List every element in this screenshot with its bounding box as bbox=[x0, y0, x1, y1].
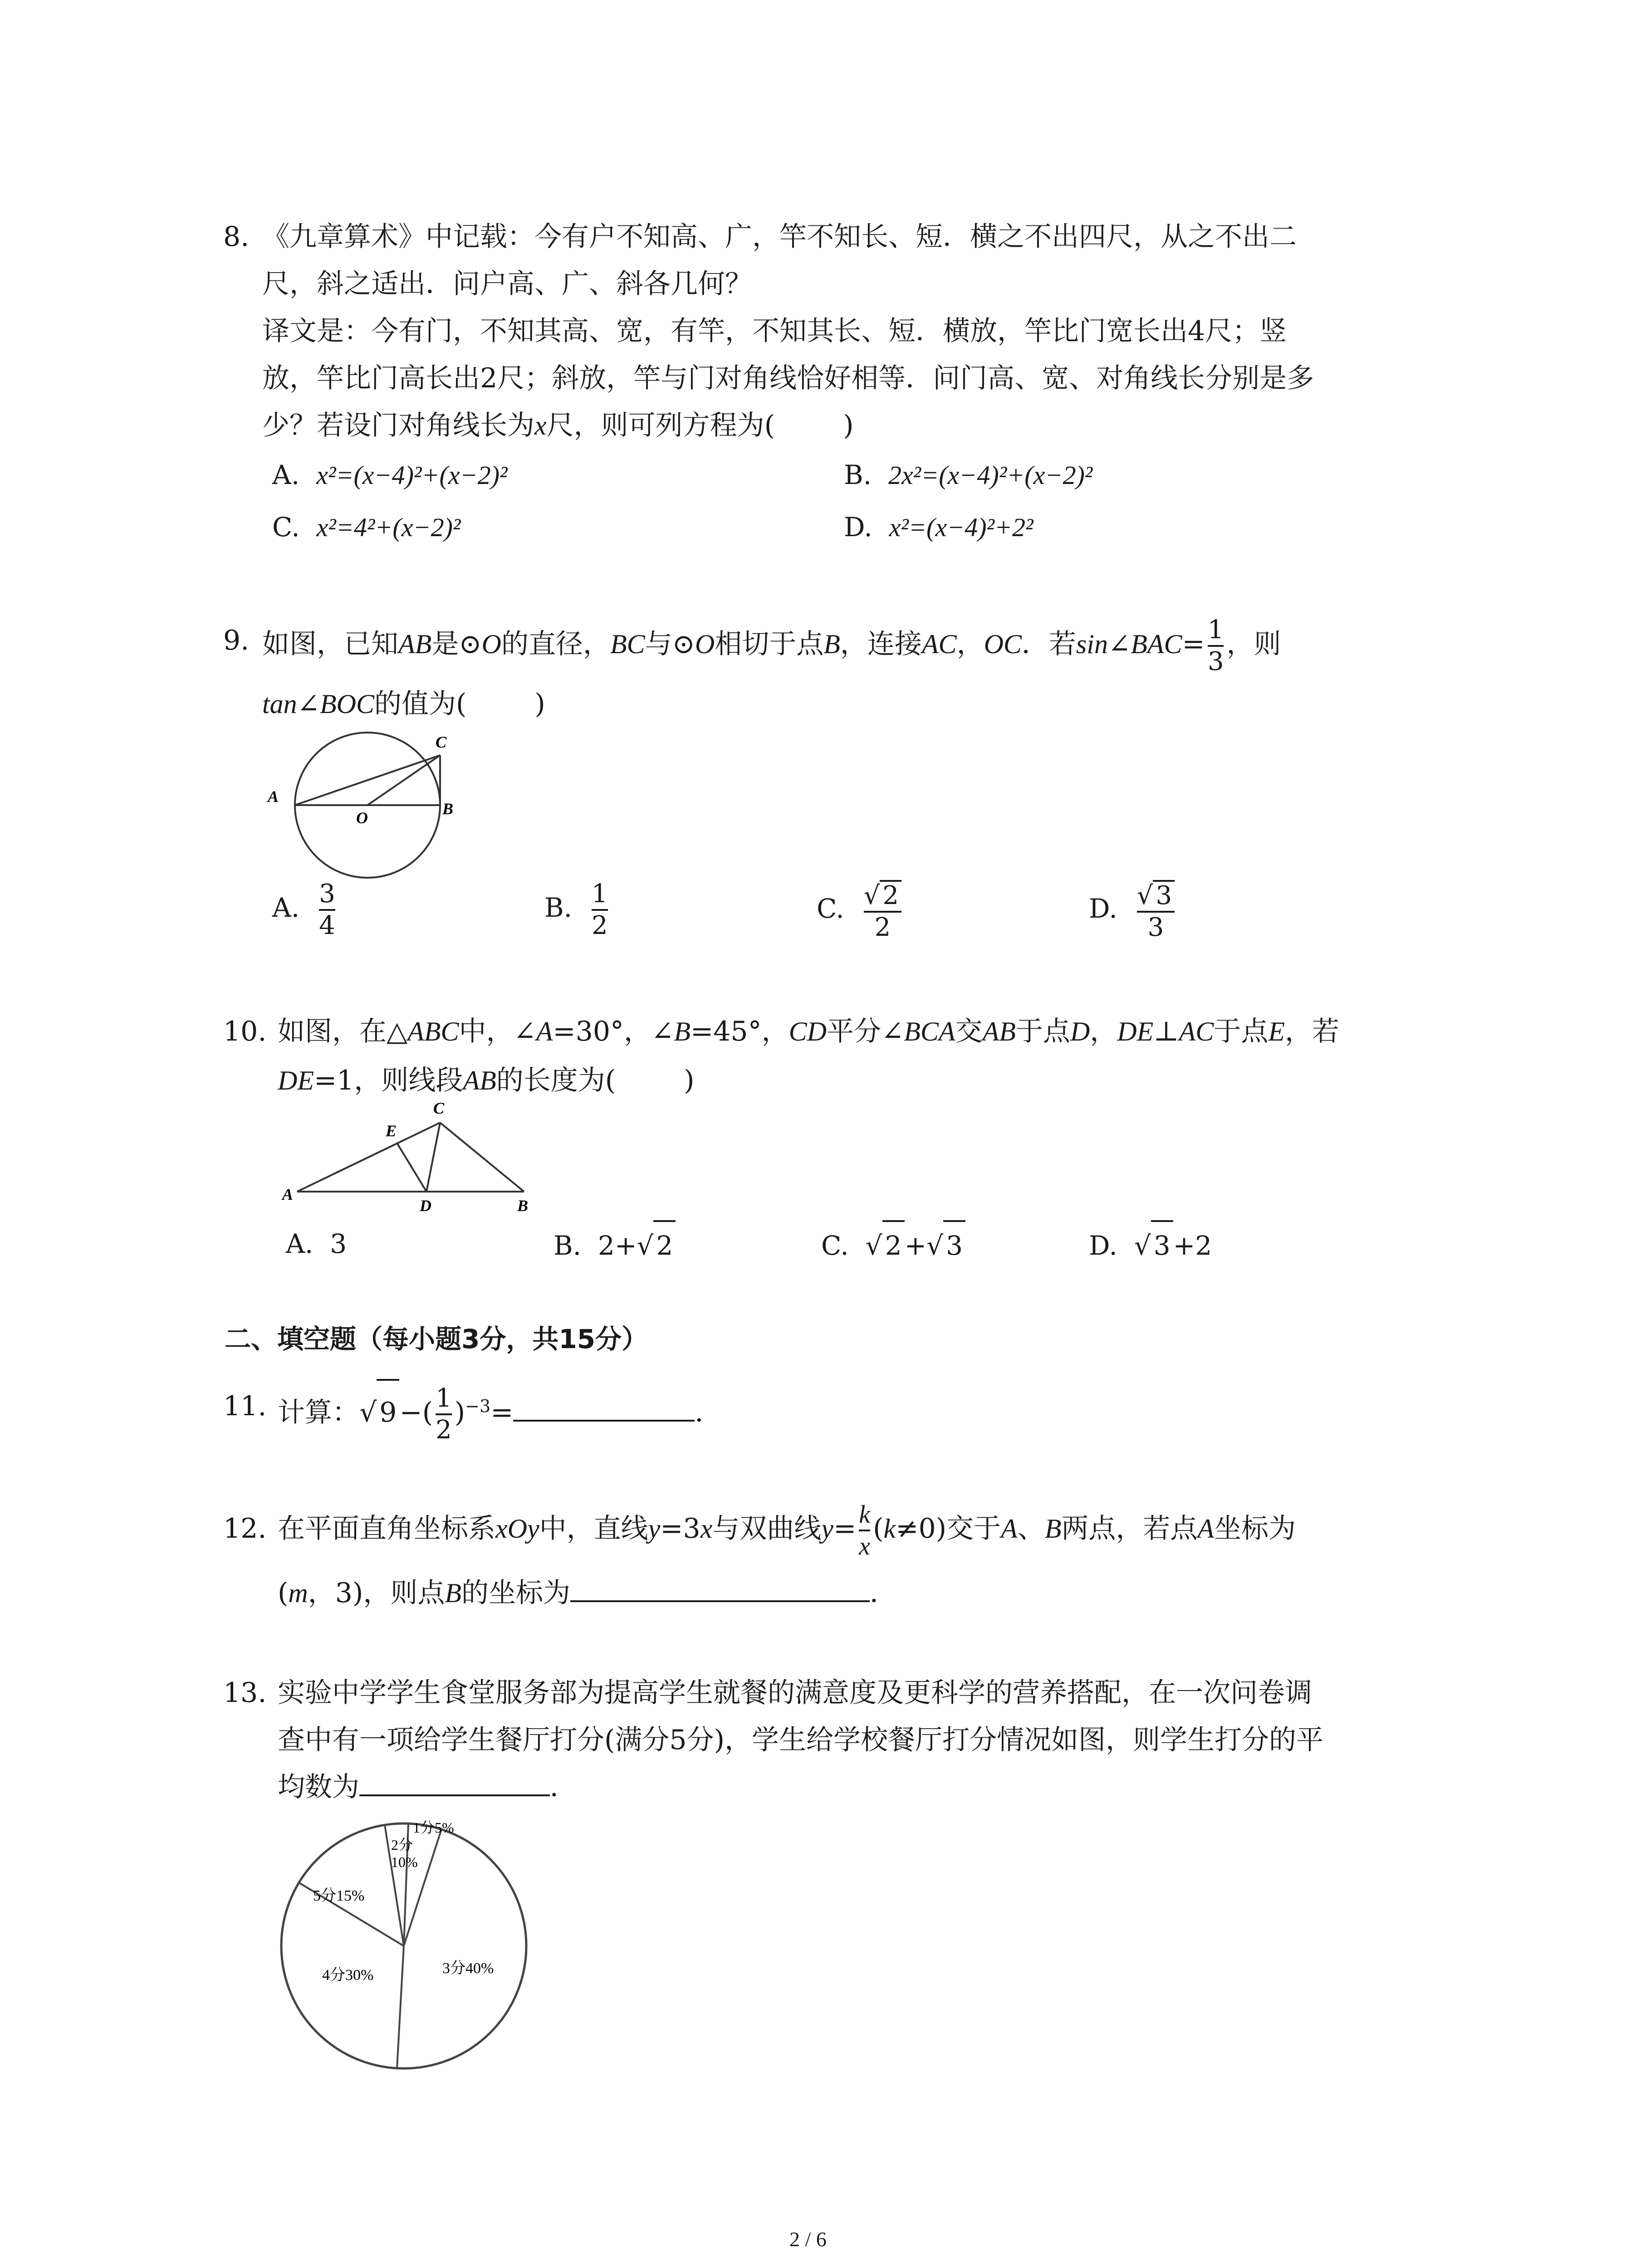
q10-triangle-figure bbox=[272, 1098, 544, 1216]
q10-label-a: A bbox=[282, 1185, 294, 1203]
q9-label-a: A bbox=[268, 787, 279, 806]
q9-label-c: C bbox=[436, 733, 447, 751]
q13-line-2: 查中有一项给学生餐厅打分(满分5分)，学生给学校餐厅打分情况如图，则学生打分的平 bbox=[278, 1724, 1323, 1756]
pie-label-4: 4分30% bbox=[322, 1967, 374, 1984]
q13-line-1: 实验中学学生食堂服务部为提高学生就餐的满意度及更科学的营养搭配，在一次问卷调 bbox=[278, 1677, 1312, 1709]
section-2-title: 二、填空题（每小题3分，共15分） bbox=[225, 1324, 648, 1354]
q9-option-b[interactable]: B. $\frac{1}{2}$ bbox=[544, 879, 608, 940]
q10-label-c: C bbox=[433, 1099, 445, 1117]
q10-number: 10. bbox=[223, 1016, 267, 1047]
q9-number: 9. bbox=[223, 625, 250, 656]
q8-line-3: 译文是：今有门，不知其高、宽，有竿，不知其长、短．横放，竿比门宽长出4尺；竖 bbox=[262, 315, 1287, 347]
q11-answer-blank[interactable] bbox=[513, 1395, 695, 1422]
q12-line-2: (m，3)，则点B的坐标为 ． bbox=[278, 1569, 897, 1617]
q8-line-5: 少？若设门对角线长为x尺，则可列方程为( ) bbox=[262, 410, 854, 441]
q13-answer-blank[interactable] bbox=[359, 1770, 550, 1796]
pie-label-2a: 2分 bbox=[391, 1837, 413, 1853]
q12-number: 12. bbox=[223, 1513, 267, 1545]
pie-label-3: 3分40% bbox=[442, 1960, 494, 1977]
q8-line-2: 尺，斜之适出．问户高、广、斜各几何？ bbox=[262, 268, 752, 300]
q10-label-b: B bbox=[517, 1197, 529, 1215]
q9-label-o: O bbox=[356, 809, 368, 827]
pie-label-5: 5分15% bbox=[313, 1887, 365, 1904]
q12-line-1: 在平面直角坐标系xOy中，直线y=3x与双曲线y= $\frac{k}{x}$ (k≠0)交于A、B两点，若点A坐标为 bbox=[278, 1501, 1296, 1561]
q10-line-2: DE=1，则线段AB的长度为( ) bbox=[278, 1065, 695, 1096]
q9-option-d[interactable]: D. $\frac{√ 3}{3}$ bbox=[1089, 880, 1177, 942]
q8-line-4: 放，竿比门高长出2尺；斜放，竿与门对角线恰好相等．问门高、宽、对角线长分别是多 bbox=[262, 362, 1314, 394]
q10-option-a[interactable]: A. 3 bbox=[286, 1228, 347, 1259]
q13-number: 13. bbox=[223, 1677, 267, 1709]
q10-label-e: E bbox=[386, 1122, 397, 1140]
q10-label-d: D bbox=[420, 1197, 431, 1215]
page-number: 2 / 6 bbox=[789, 2228, 827, 2251]
q11-line: 计算：√ 9 −( $\frac{1}{2}$ )$^{-3}$= ． bbox=[278, 1374, 722, 1444]
q9-line-2: tan∠BOC的值为( ) bbox=[262, 688, 545, 720]
q9-line-1: 如图，已知AB是⊙O的直径，BC与⊙O相切于点B，连接AC，OC．若sin∠BAC= $\frac{1}{3}$ ，则 bbox=[262, 615, 1281, 677]
q12-answer-blank[interactable] bbox=[570, 1576, 870, 1602]
q10-option-b[interactable]: B. 2+√ 2 bbox=[554, 1220, 676, 1269]
q8-option-d[interactable]: D. x²=(x−4)²+2² bbox=[844, 512, 1034, 543]
q8-option-b[interactable]: B. 2x²=(x−4)²+(x−2)² bbox=[844, 459, 1093, 490]
q8-number: 8. bbox=[223, 221, 250, 253]
pie-label-1: 1分5% bbox=[413, 1819, 454, 1836]
q10-option-c[interactable]: C. √ 2 +√ 3 bbox=[821, 1220, 965, 1269]
q11-number: 11. bbox=[223, 1390, 267, 1422]
q9-sin-fraction: $\frac{1}{3}$ bbox=[1207, 615, 1224, 677]
pie-divider-2 bbox=[397, 1946, 404, 2068]
q9-label-b: B bbox=[442, 800, 454, 818]
pie-label-2b: 10% bbox=[391, 1854, 418, 1870]
q8-option-c[interactable]: C. x²=4²+(x−2)² bbox=[272, 512, 461, 543]
q10-line-1: 如图，在△ABC中，∠A=30°，∠B=45°，CD平分∠BCA交AB于点D，DE⊥AC于点E，若 bbox=[278, 1016, 1339, 1047]
q9-option-a[interactable]: A. $\frac{3}{4}$ bbox=[272, 879, 335, 940]
q13-pie-chart bbox=[272, 1805, 535, 2077]
q9-circle-figure bbox=[263, 730, 458, 880]
q13-line-3: 均数为 ． bbox=[278, 1764, 577, 1811]
q8-line-1: 《九章算术》中记载：今有户不知高、广，竿不知长、短．横之不出四尺，从之不出二 bbox=[262, 221, 1297, 253]
q8-option-a[interactable]: A. x²=(x−4)²+(x−2)² bbox=[272, 459, 508, 490]
q10-option-d[interactable]: D. √ 3 +2 bbox=[1089, 1220, 1212, 1269]
q9-option-c[interactable]: C. $\frac{√ 2}{2}$ bbox=[817, 880, 904, 942]
